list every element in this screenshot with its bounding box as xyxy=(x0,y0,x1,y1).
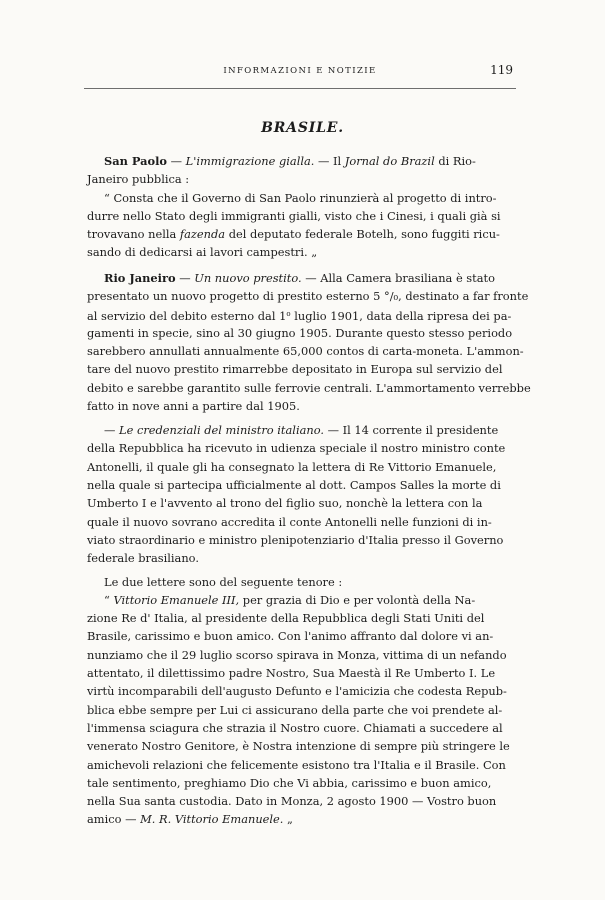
paragraph-line: nella Sua santa custodia. Dato in Monza, 2 agosto 1900 — Vostro buon xyxy=(87,794,497,809)
section-title: BRASILE. xyxy=(261,120,344,136)
paragraph-line xyxy=(87,287,529,305)
paragraph-line: durre nello Stato degli immigranti gialli, visto che i Cinesi, i quali già si xyxy=(87,208,501,223)
paragraph-line: tale sentimento, preghiamo Dio che Vi abbia, carissimo e buon amico, xyxy=(87,775,492,790)
news-subject: Le credenziali del ministro italiano. xyxy=(119,423,324,438)
paragraph-line: sarebbero annullati annualmente 65,000 contos di carta-moneta. L'ammon- xyxy=(87,343,524,358)
paragraph-line: federale brasiliano. xyxy=(87,551,199,566)
text-run: presentato un nuovo progetto di prestito esterno 5 xyxy=(87,289,385,304)
paragraph-line: Antonelli, il quale gli ha consegnato la lettera di Re Vittorio Emanuele, xyxy=(87,459,497,474)
paragraph-line xyxy=(87,591,513,609)
text-run: — Il xyxy=(314,154,345,168)
paragraph-line: Brasile, carissimo e buon amico. Con l'animo affranto dal dolore vi an- xyxy=(87,629,494,644)
text-run: trovavano nella xyxy=(87,227,180,242)
paragraph-line: Janeiro pubblica : xyxy=(87,172,190,187)
text-run: del deputato federale Botelh, sono fuggiti ricu- xyxy=(225,227,500,242)
paragraph-line: l'immensa sciagura che strazia il Nostro cuore. Chiamati a succedere al xyxy=(87,720,503,735)
paragraph-line: Umberto I e l'avvento al trono del figlio suo, nonchè la lettera con la xyxy=(87,496,483,511)
text-run: „ xyxy=(283,812,293,827)
text-run: — xyxy=(175,270,195,285)
text-run: al servizio del debito esterno dal 1 xyxy=(87,309,287,324)
paragraph-line xyxy=(87,305,513,323)
italic-term: fazenda xyxy=(179,227,226,242)
paragraph-line: quale il nuovo sovrano accredita il conte Antonelli nelle funzioni di in- xyxy=(87,514,492,529)
paragraph-line: blica ebbe sempre per Lui ci assicurano della parte che voi prendete al- xyxy=(87,702,503,717)
paragraph-line: Le due lettere sono del seguente tenore : xyxy=(104,574,343,589)
text-run: amico — xyxy=(87,812,141,827)
text-run: luglio 1901, data della ripresa dei pa- xyxy=(290,309,512,324)
sovereign-name: Vittorio Emanuele III, xyxy=(113,592,240,607)
paragraph-line: debito e sarebbe garantito sulle ferrovie centrali. L'ammortamento verrebbe xyxy=(87,380,531,395)
header-rule xyxy=(84,88,516,89)
article-body xyxy=(87,152,531,829)
paragraph-line: venerato Nostro Genitore, è Nostra intenzione di sempre più stringere le xyxy=(87,739,510,754)
paragraph-line: gamenti in specie, sino al 30 giugno 1905. Durante questo stesso periodo xyxy=(87,325,513,340)
place-heading: San Paolo xyxy=(104,154,168,168)
text-run: “ xyxy=(104,592,114,607)
paragraph-line xyxy=(87,421,513,439)
paragraph-line: viato straordinario e ministro plenipotenziario d'Italia presso il Governo xyxy=(87,532,504,547)
paragraph-line: amichevoli relazioni che felicemente esistono tra l'Italia e il Brasile. Con xyxy=(87,757,506,772)
paragraph-line xyxy=(87,810,513,828)
paragraph-line: della Repubblica ha ricevuto in udienza speciale il nostro ministro conte xyxy=(87,441,506,456)
text-run: di Rio- xyxy=(434,154,476,168)
text-run: — xyxy=(167,154,186,168)
ordinal-superscript: o xyxy=(286,310,291,319)
newspaper-name: Jornal do Brazil xyxy=(344,154,435,168)
letter-signature: M. R. Vittorio Emanuele. xyxy=(140,812,284,827)
paragraph-line: nunziamo che il 29 luglio scorso spirava in Monza, vittima di un nefando xyxy=(87,647,507,662)
text-run: — xyxy=(104,423,120,438)
paragraph-line: fatto in nove anni a partire dal 1905. xyxy=(87,398,300,413)
page-number: 119 xyxy=(490,63,513,77)
running-head: INFORMAZIONI E NOTIZIE xyxy=(223,66,377,76)
paragraph-line xyxy=(87,225,513,243)
paragraph-line: sando di dedicarsi ai lavori campestri. „ xyxy=(87,245,318,260)
text-run: — Il 14 corrente il presidente xyxy=(324,423,499,438)
paragraph-line: nella quale si partecipa ufficialmente al dott. Campos Salles la morte di xyxy=(87,478,501,493)
text-run: — Alla Camera brasiliana è stato xyxy=(301,270,495,285)
news-subject: L'immigrazione gialla. xyxy=(185,154,315,168)
paragraph-line: virtù incomparabili dell'augusto Defunto e l'amicizia che codesta Repub- xyxy=(87,684,507,699)
paragraph-line xyxy=(87,152,513,170)
paragraph-line: “ Consta che il Governo di San Paolo rinunzierà al progetto di intro- xyxy=(104,190,497,205)
paragraph-line: zione Re d' Italia, al presidente della Repubblica degli Stati Uniti del xyxy=(87,611,485,626)
place-heading: Rio Janeiro xyxy=(104,270,176,285)
paragraph-line: attentato, il dilettissimo padre Nostro, Sua Maestà il Re Umberto I. Le xyxy=(87,666,496,681)
paragraph-line xyxy=(87,269,513,287)
news-subject: Un nuovo prestito. xyxy=(194,270,302,285)
page-header xyxy=(84,63,516,83)
text-run: per grazia di Dio e per volontà della Na- xyxy=(239,592,476,607)
paragraph-line: tare del nuovo prestito rimarrebbe depositato in Europa sul servizio del xyxy=(87,362,503,377)
percent-sign: °/₀ xyxy=(384,289,399,304)
text-run: , destinato a far fronte xyxy=(398,289,529,304)
